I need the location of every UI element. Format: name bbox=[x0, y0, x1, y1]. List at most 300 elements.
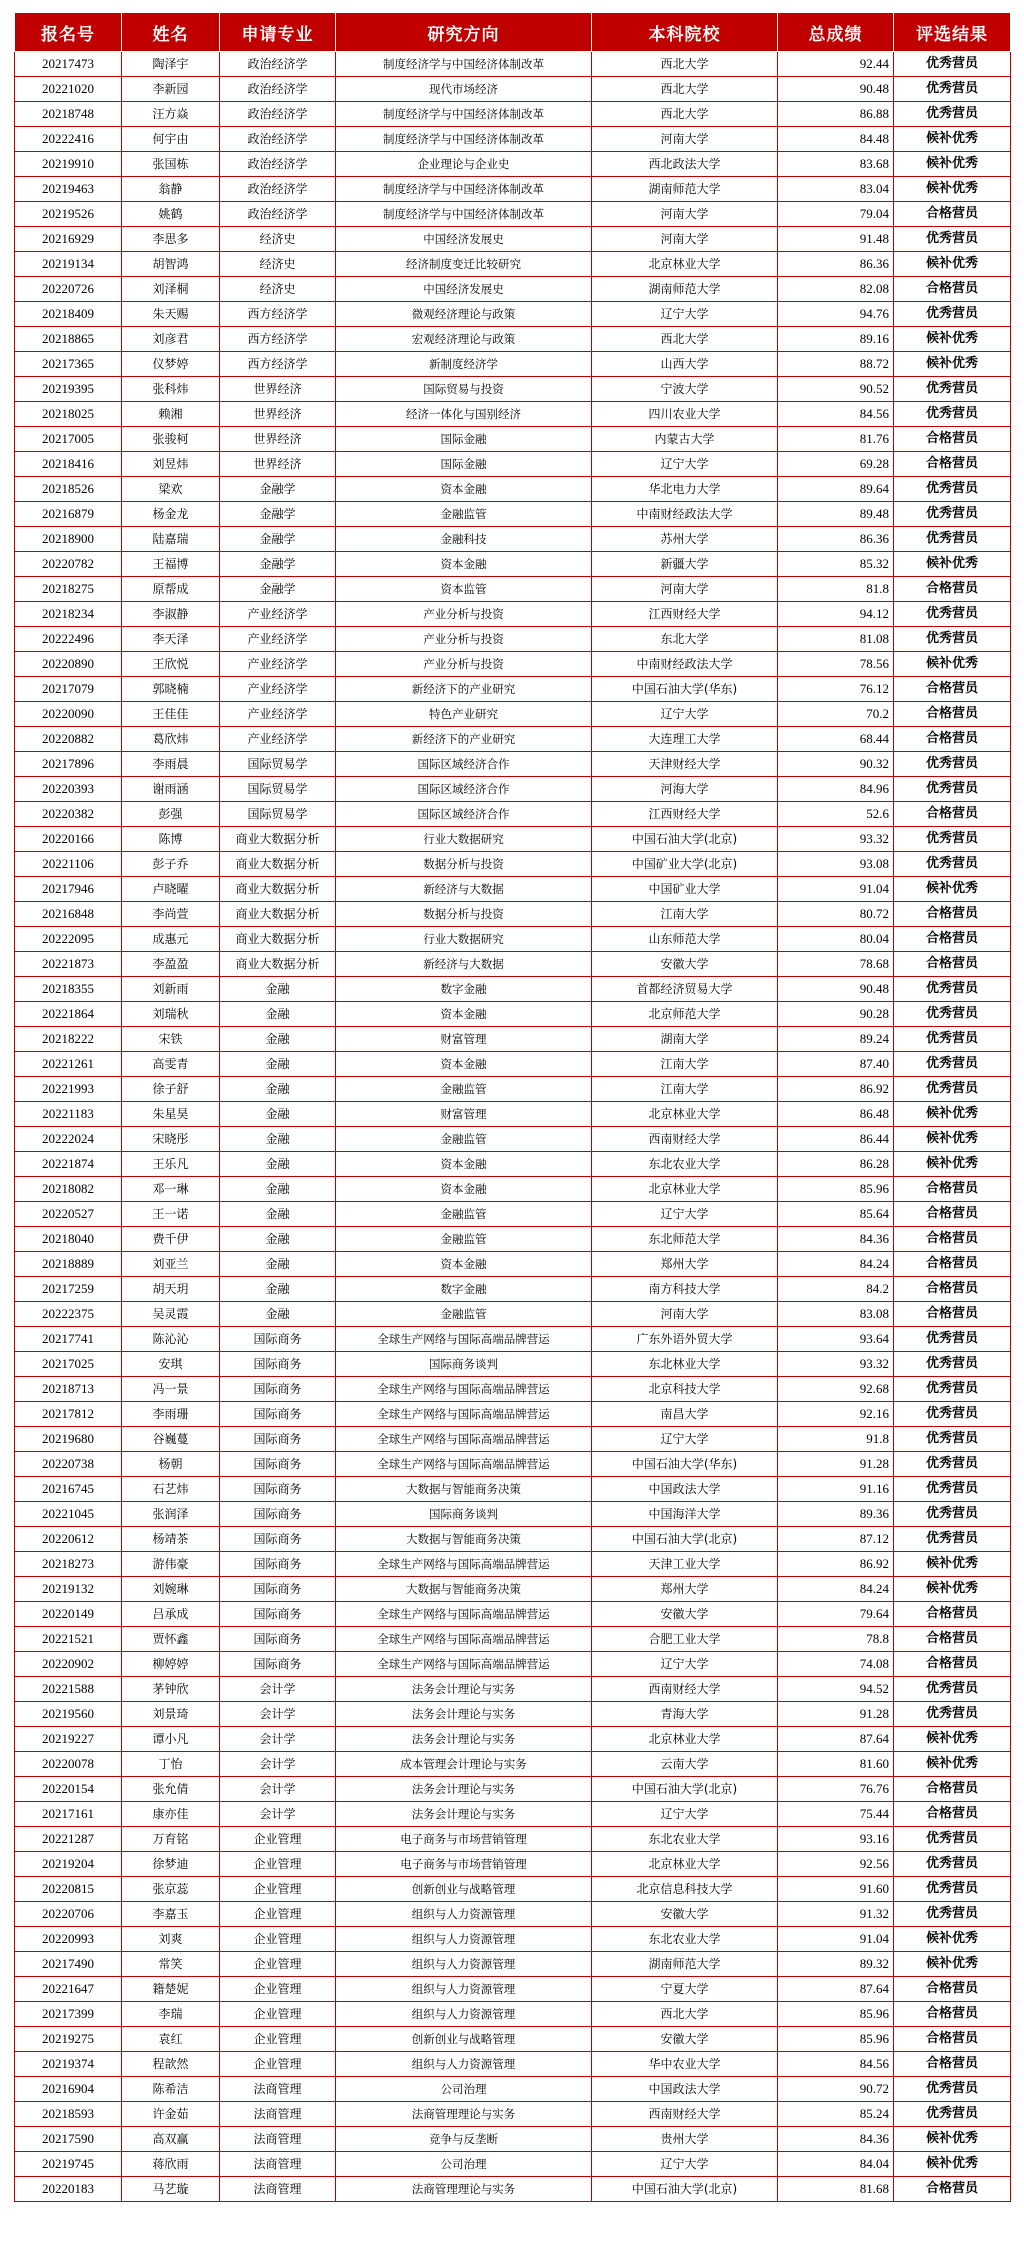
registration-no-cell: 20219463 bbox=[15, 177, 122, 202]
score-cell: 78.56 bbox=[778, 652, 894, 677]
major-cell: 企业管理 bbox=[220, 2052, 336, 2077]
table-row bbox=[15, 302, 1011, 327]
research-direction-cell: 国际区域经济合作 bbox=[336, 752, 592, 777]
research-direction-cell: 资本金融 bbox=[336, 1052, 592, 1077]
school-cell: 合肥工业大学 bbox=[592, 1627, 778, 1652]
research-direction-cell: 资本金融 bbox=[336, 1152, 592, 1177]
table-row bbox=[15, 1277, 1011, 1302]
score-cell: 87.40 bbox=[778, 1052, 894, 1077]
registration-no-cell: 20219526 bbox=[15, 202, 122, 227]
school-cell: 中国石油大学(北京) bbox=[592, 2177, 778, 2202]
major-cell: 金融学 bbox=[220, 477, 336, 502]
registration-no-cell: 20218889 bbox=[15, 1252, 122, 1277]
registration-no-cell: 20218416 bbox=[15, 452, 122, 477]
score-cell: 68.44 bbox=[778, 727, 894, 752]
research-direction-cell: 制度经济学与中国经济体制改革 bbox=[336, 177, 592, 202]
registration-no-cell: 20218234 bbox=[15, 602, 122, 627]
major-cell: 金融 bbox=[220, 1027, 336, 1052]
registration-no-cell: 20216904 bbox=[15, 2077, 122, 2102]
name-cell: 吕承成 bbox=[122, 1602, 220, 1627]
result-cell: 优秀营员 bbox=[894, 777, 1011, 802]
name-cell: 康亦佳 bbox=[122, 1802, 220, 1827]
table-row bbox=[15, 1802, 1011, 1827]
major-cell: 商业大数据分析 bbox=[220, 927, 336, 952]
result-cell: 候补优秀 bbox=[894, 652, 1011, 677]
table-row bbox=[15, 1702, 1011, 1727]
research-direction-cell: 全球生产网络与国际高端品牌营运 bbox=[336, 1602, 592, 1627]
name-cell: 刘爽 bbox=[122, 1927, 220, 1952]
research-direction-cell: 金融监管 bbox=[336, 1127, 592, 1152]
score-cell: 90.72 bbox=[778, 2077, 894, 2102]
name-cell: 高双赢 bbox=[122, 2127, 220, 2152]
result-cell: 合格营员 bbox=[894, 1602, 1011, 1627]
research-direction-cell: 资本金融 bbox=[336, 1177, 592, 1202]
result-cell: 候补优秀 bbox=[894, 2127, 1011, 2152]
result-cell: 优秀营员 bbox=[894, 1327, 1011, 1352]
school-cell: 北京师范大学 bbox=[592, 1002, 778, 1027]
score-cell: 89.64 bbox=[778, 477, 894, 502]
result-cell: 候补优秀 bbox=[894, 152, 1011, 177]
score-cell: 78.68 bbox=[778, 952, 894, 977]
score-cell: 84.36 bbox=[778, 2127, 894, 2152]
research-direction-cell: 组织与人力资源管理 bbox=[336, 2052, 592, 2077]
registration-no-cell: 20220612 bbox=[15, 1527, 122, 1552]
result-cell: 合格营员 bbox=[894, 1652, 1011, 1677]
score-cell: 91.48 bbox=[778, 227, 894, 252]
table-row bbox=[15, 452, 1011, 477]
table-row bbox=[15, 777, 1011, 802]
registration-no-cell: 20222375 bbox=[15, 1302, 122, 1327]
name-cell: 刘昱炜 bbox=[122, 452, 220, 477]
registration-no-cell: 20218593 bbox=[15, 2102, 122, 2127]
school-cell: 东北师范大学 bbox=[592, 1227, 778, 1252]
name-cell: 王一诺 bbox=[122, 1202, 220, 1227]
research-direction-cell: 制度经济学与中国经济体制改革 bbox=[336, 202, 592, 227]
school-cell: 中国石油大学(华东) bbox=[592, 1452, 778, 1477]
major-cell: 法商管理 bbox=[220, 2177, 336, 2202]
registration-no-cell: 20219395 bbox=[15, 377, 122, 402]
result-cell: 合格营员 bbox=[894, 927, 1011, 952]
school-cell: 西南财经大学 bbox=[592, 1127, 778, 1152]
name-cell: 陆嘉瑞 bbox=[122, 527, 220, 552]
major-cell: 金融 bbox=[220, 1002, 336, 1027]
school-cell: 苏州大学 bbox=[592, 527, 778, 552]
table-row bbox=[15, 527, 1011, 552]
result-cell: 候补优秀 bbox=[894, 877, 1011, 902]
name-cell: 李天泽 bbox=[122, 627, 220, 652]
name-cell: 陶泽宇 bbox=[122, 52, 220, 77]
research-direction-cell: 数字金融 bbox=[336, 1277, 592, 1302]
table-row bbox=[15, 202, 1011, 227]
result-cell: 合格营员 bbox=[894, 1227, 1011, 1252]
result-cell: 候补优秀 bbox=[894, 1127, 1011, 1152]
school-cell: 中国石油大学(北京) bbox=[592, 827, 778, 852]
result-cell: 优秀营员 bbox=[894, 1477, 1011, 1502]
table-row bbox=[15, 1027, 1011, 1052]
research-direction-cell: 创新创业与战略管理 bbox=[336, 2027, 592, 2052]
name-cell: 梁欢 bbox=[122, 477, 220, 502]
research-direction-cell: 新经济下的产业研究 bbox=[336, 727, 592, 752]
name-cell: 刘瑞秋 bbox=[122, 1002, 220, 1027]
research-direction-cell: 金融监管 bbox=[336, 502, 592, 527]
name-cell: 谭小凡 bbox=[122, 1727, 220, 1752]
table-row bbox=[15, 502, 1011, 527]
table-row bbox=[15, 2127, 1011, 2152]
result-cell: 合格营员 bbox=[894, 1302, 1011, 1327]
major-cell: 经济史 bbox=[220, 227, 336, 252]
score-cell: 85.64 bbox=[778, 1202, 894, 1227]
score-cell: 89.16 bbox=[778, 327, 894, 352]
table-row bbox=[15, 877, 1011, 902]
name-cell: 王福博 bbox=[122, 552, 220, 577]
result-cell: 候补优秀 bbox=[894, 127, 1011, 152]
research-direction-cell: 制度经济学与中国经济体制改革 bbox=[336, 102, 592, 127]
score-cell: 85.24 bbox=[778, 2102, 894, 2127]
major-cell: 产业经济学 bbox=[220, 602, 336, 627]
major-cell: 政治经济学 bbox=[220, 202, 336, 227]
header-total-score: 总成绩 bbox=[778, 13, 894, 52]
score-cell: 94.12 bbox=[778, 602, 894, 627]
name-cell: 宋铁 bbox=[122, 1027, 220, 1052]
major-cell: 政治经济学 bbox=[220, 102, 336, 127]
score-cell: 92.56 bbox=[778, 1852, 894, 1877]
score-cell: 90.32 bbox=[778, 752, 894, 777]
research-direction-cell: 法务会计理论与实务 bbox=[336, 1802, 592, 1827]
registration-no-cell: 20218275 bbox=[15, 577, 122, 602]
registration-no-cell: 20216745 bbox=[15, 1477, 122, 1502]
major-cell: 法商管理 bbox=[220, 2152, 336, 2177]
research-direction-cell: 大数据与智能商务决策 bbox=[336, 1477, 592, 1502]
major-cell: 金融 bbox=[220, 1102, 336, 1127]
table-row bbox=[15, 1477, 1011, 1502]
school-cell: 安徽大学 bbox=[592, 1602, 778, 1627]
result-cell: 合格营员 bbox=[894, 277, 1011, 302]
registration-no-cell: 20217161 bbox=[15, 1802, 122, 1827]
score-cell: 84.36 bbox=[778, 1227, 894, 1252]
school-cell: 北京林业大学 bbox=[592, 252, 778, 277]
research-direction-cell: 新制度经济学 bbox=[336, 352, 592, 377]
score-cell: 90.28 bbox=[778, 1002, 894, 1027]
table-row bbox=[15, 802, 1011, 827]
school-cell: 首都经济贸易大学 bbox=[592, 977, 778, 1002]
research-direction-cell: 数据分析与投资 bbox=[336, 852, 592, 877]
table-row bbox=[15, 1352, 1011, 1377]
major-cell: 企业管理 bbox=[220, 1877, 336, 1902]
research-direction-cell: 产业分析与投资 bbox=[336, 652, 592, 677]
score-cell: 91.8 bbox=[778, 1427, 894, 1452]
registration-no-cell: 20221183 bbox=[15, 1102, 122, 1127]
table-row bbox=[15, 2077, 1011, 2102]
school-cell: 郑州大学 bbox=[592, 1252, 778, 1277]
result-cell: 优秀营员 bbox=[894, 827, 1011, 852]
research-direction-cell: 电子商务与市场营销管理 bbox=[336, 1852, 592, 1877]
result-cell: 合格营员 bbox=[894, 427, 1011, 452]
school-cell: 四川农业大学 bbox=[592, 402, 778, 427]
school-cell: 中南财经政法大学 bbox=[592, 502, 778, 527]
research-direction-cell: 制度经济学与中国经济体制改革 bbox=[336, 52, 592, 77]
registration-no-cell: 20220890 bbox=[15, 652, 122, 677]
school-cell: 北京林业大学 bbox=[592, 1177, 778, 1202]
result-cell: 候补优秀 bbox=[894, 1552, 1011, 1577]
major-cell: 政治经济学 bbox=[220, 152, 336, 177]
major-cell: 法商管理 bbox=[220, 2127, 336, 2152]
registration-no-cell: 20222024 bbox=[15, 1127, 122, 1152]
result-cell: 优秀营员 bbox=[894, 527, 1011, 552]
table-row bbox=[15, 1577, 1011, 1602]
name-cell: 卢晓曜 bbox=[122, 877, 220, 902]
result-cell: 候补优秀 bbox=[894, 252, 1011, 277]
score-cell: 84.56 bbox=[778, 402, 894, 427]
table-row bbox=[15, 1527, 1011, 1552]
registration-no-cell: 20219132 bbox=[15, 1577, 122, 1602]
major-cell: 国际商务 bbox=[220, 1427, 336, 1452]
registration-no-cell: 20216929 bbox=[15, 227, 122, 252]
research-direction-cell: 组织与人力资源管理 bbox=[336, 1977, 592, 2002]
registration-no-cell: 20218222 bbox=[15, 1027, 122, 1052]
score-cell: 92.16 bbox=[778, 1402, 894, 1427]
table-row bbox=[15, 1877, 1011, 1902]
name-cell: 邓一琳 bbox=[122, 1177, 220, 1202]
major-cell: 产业经济学 bbox=[220, 702, 336, 727]
school-cell: 辽宁大学 bbox=[592, 2152, 778, 2177]
result-cell: 优秀营员 bbox=[894, 852, 1011, 877]
score-cell: 87.64 bbox=[778, 1727, 894, 1752]
research-direction-cell: 大数据与智能商务决策 bbox=[336, 1527, 592, 1552]
table-row bbox=[15, 1202, 1011, 1227]
school-cell: 河海大学 bbox=[592, 777, 778, 802]
table-row bbox=[15, 1077, 1011, 1102]
name-cell: 葛欣炜 bbox=[122, 727, 220, 752]
major-cell: 金融 bbox=[220, 1052, 336, 1077]
research-direction-cell: 微观经济理论与政策 bbox=[336, 302, 592, 327]
score-cell: 92.68 bbox=[778, 1377, 894, 1402]
score-cell: 81.60 bbox=[778, 1752, 894, 1777]
research-direction-cell: 组织与人力资源管理 bbox=[336, 1927, 592, 1952]
header-name: 姓名 bbox=[122, 13, 220, 52]
school-cell: 天津工业大学 bbox=[592, 1552, 778, 1577]
research-direction-cell: 新经济下的产业研究 bbox=[336, 677, 592, 702]
name-cell: 陈博 bbox=[122, 827, 220, 852]
research-direction-cell: 全球生产网络与国际高端品牌营运 bbox=[336, 1402, 592, 1427]
school-cell: 中国石油大学(北京) bbox=[592, 1527, 778, 1552]
score-cell: 86.28 bbox=[778, 1152, 894, 1177]
school-cell: 西北大学 bbox=[592, 327, 778, 352]
school-cell: 广东外语外贸大学 bbox=[592, 1327, 778, 1352]
research-direction-cell: 经济一体化与国别经济 bbox=[336, 402, 592, 427]
research-direction-cell: 公司治理 bbox=[336, 2077, 592, 2102]
registration-no-cell: 20217005 bbox=[15, 427, 122, 452]
registration-no-cell: 20222095 bbox=[15, 927, 122, 952]
score-cell: 69.28 bbox=[778, 452, 894, 477]
name-cell: 杨金龙 bbox=[122, 502, 220, 527]
research-direction-cell: 宏观经济理论与政策 bbox=[336, 327, 592, 352]
research-direction-cell: 法商管理理论与实务 bbox=[336, 2177, 592, 2202]
registration-no-cell: 20217365 bbox=[15, 352, 122, 377]
registration-no-cell: 20218273 bbox=[15, 1552, 122, 1577]
school-cell: 河南大学 bbox=[592, 577, 778, 602]
result-cell: 候补优秀 bbox=[894, 352, 1011, 377]
major-cell: 金融 bbox=[220, 1202, 336, 1227]
school-cell: 西北大学 bbox=[592, 2002, 778, 2027]
research-direction-cell: 组织与人力资源管理 bbox=[336, 2002, 592, 2027]
research-direction-cell: 财富管理 bbox=[336, 1102, 592, 1127]
result-cell: 优秀营员 bbox=[894, 477, 1011, 502]
name-cell: 茅钟欣 bbox=[122, 1677, 220, 1702]
major-cell: 会计学 bbox=[220, 1802, 336, 1827]
major-cell: 金融 bbox=[220, 1277, 336, 1302]
result-cell: 合格营员 bbox=[894, 202, 1011, 227]
score-cell: 93.64 bbox=[778, 1327, 894, 1352]
registration-no-cell: 20216848 bbox=[15, 902, 122, 927]
result-cell: 优秀营员 bbox=[894, 977, 1011, 1002]
table-row bbox=[15, 1427, 1011, 1452]
table-body bbox=[15, 52, 1011, 2202]
table-row bbox=[15, 2102, 1011, 2127]
name-cell: 仪梦婷 bbox=[122, 352, 220, 377]
table-row bbox=[15, 1127, 1011, 1152]
result-cell: 候补优秀 bbox=[894, 1152, 1011, 1177]
major-cell: 企业管理 bbox=[220, 1827, 336, 1852]
research-direction-cell: 金融监管 bbox=[336, 1202, 592, 1227]
registration-no-cell: 20221647 bbox=[15, 1977, 122, 2002]
score-cell: 86.44 bbox=[778, 1127, 894, 1152]
table-row bbox=[15, 227, 1011, 252]
major-cell: 法商管理 bbox=[220, 2077, 336, 2102]
registration-no-cell: 20217079 bbox=[15, 677, 122, 702]
major-cell: 国际商务 bbox=[220, 1627, 336, 1652]
registration-no-cell: 20221874 bbox=[15, 1152, 122, 1177]
table-row bbox=[15, 1252, 1011, 1277]
registration-no-cell: 20218900 bbox=[15, 527, 122, 552]
table-row bbox=[15, 602, 1011, 627]
research-direction-cell: 法务会计理论与实务 bbox=[336, 1727, 592, 1752]
result-cell: 合格营员 bbox=[894, 952, 1011, 977]
name-cell: 刘亚兰 bbox=[122, 1252, 220, 1277]
research-direction-cell: 全球生产网络与国际高端品牌营运 bbox=[336, 1652, 592, 1677]
score-cell: 86.48 bbox=[778, 1102, 894, 1127]
major-cell: 金融 bbox=[220, 1227, 336, 1252]
major-cell: 政治经济学 bbox=[220, 52, 336, 77]
major-cell: 西方经济学 bbox=[220, 352, 336, 377]
research-direction-cell: 法务会计理论与实务 bbox=[336, 1777, 592, 1802]
result-cell: 优秀营员 bbox=[894, 1452, 1011, 1477]
result-cell: 优秀营员 bbox=[894, 1077, 1011, 1102]
registration-no-cell: 20218025 bbox=[15, 402, 122, 427]
table-row bbox=[15, 2177, 1011, 2202]
result-cell: 优秀营员 bbox=[894, 602, 1011, 627]
major-cell: 金融 bbox=[220, 977, 336, 1002]
registration-no-cell: 20222496 bbox=[15, 627, 122, 652]
result-cell: 合格营员 bbox=[894, 452, 1011, 477]
major-cell: 国际商务 bbox=[220, 1577, 336, 1602]
research-direction-cell: 金融监管 bbox=[336, 1302, 592, 1327]
result-cell: 优秀营员 bbox=[894, 1052, 1011, 1077]
result-cell: 合格营员 bbox=[894, 1277, 1011, 1302]
result-cell: 候补优秀 bbox=[894, 1752, 1011, 1777]
major-cell: 会计学 bbox=[220, 1752, 336, 1777]
school-cell: 云南大学 bbox=[592, 1752, 778, 1777]
table-row bbox=[15, 1652, 1011, 1677]
major-cell: 产业经济学 bbox=[220, 652, 336, 677]
registration-no-cell: 20220993 bbox=[15, 1927, 122, 1952]
school-cell: 山西大学 bbox=[592, 352, 778, 377]
name-cell: 冯一景 bbox=[122, 1377, 220, 1402]
result-cell: 候补优秀 bbox=[894, 552, 1011, 577]
research-direction-cell: 资本金融 bbox=[336, 1252, 592, 1277]
school-cell: 河南大学 bbox=[592, 1302, 778, 1327]
major-cell: 国际商务 bbox=[220, 1327, 336, 1352]
name-cell: 万育铭 bbox=[122, 1827, 220, 1852]
school-cell: 北京林业大学 bbox=[592, 1852, 778, 1877]
name-cell: 常笑 bbox=[122, 1952, 220, 1977]
major-cell: 国际商务 bbox=[220, 1402, 336, 1427]
name-cell: 张润泽 bbox=[122, 1502, 220, 1527]
name-cell: 柳婷婷 bbox=[122, 1652, 220, 1677]
result-cell: 候补优秀 bbox=[894, 327, 1011, 352]
table-row bbox=[15, 1177, 1011, 1202]
name-cell: 马艺璇 bbox=[122, 2177, 220, 2202]
school-cell: 新疆大学 bbox=[592, 552, 778, 577]
result-cell: 优秀营员 bbox=[894, 752, 1011, 777]
school-cell: 安徽大学 bbox=[592, 1902, 778, 1927]
name-cell: 原帮成 bbox=[122, 577, 220, 602]
name-cell: 陈希洁 bbox=[122, 2077, 220, 2102]
table-row bbox=[15, 477, 1011, 502]
major-cell: 商业大数据分析 bbox=[220, 852, 336, 877]
result-cell: 优秀营员 bbox=[894, 502, 1011, 527]
research-direction-cell: 成本管理会计理论与实务 bbox=[336, 1752, 592, 1777]
result-cell: 优秀营员 bbox=[894, 377, 1011, 402]
table-row bbox=[15, 1452, 1011, 1477]
school-cell: 贵州大学 bbox=[592, 2127, 778, 2152]
table-row bbox=[15, 1502, 1011, 1527]
school-cell: 江西财经大学 bbox=[592, 802, 778, 827]
table-row bbox=[15, 902, 1011, 927]
school-cell: 中国政法大学 bbox=[592, 1477, 778, 1502]
major-cell: 法商管理 bbox=[220, 2102, 336, 2127]
result-cell: 优秀营员 bbox=[894, 1527, 1011, 1552]
score-cell: 91.28 bbox=[778, 1702, 894, 1727]
registration-no-cell: 20218748 bbox=[15, 102, 122, 127]
name-cell: 李淑静 bbox=[122, 602, 220, 627]
major-cell: 商业大数据分析 bbox=[220, 952, 336, 977]
school-cell: 辽宁大学 bbox=[592, 452, 778, 477]
research-direction-cell: 法务会计理论与实务 bbox=[336, 1702, 592, 1727]
score-cell: 89.36 bbox=[778, 1502, 894, 1527]
table-row bbox=[15, 827, 1011, 852]
table-row bbox=[15, 1002, 1011, 1027]
name-cell: 宋晓彤 bbox=[122, 1127, 220, 1152]
research-direction-cell: 产业分析与投资 bbox=[336, 627, 592, 652]
registration-no-cell: 20220882 bbox=[15, 727, 122, 752]
result-cell: 合格营员 bbox=[894, 1177, 1011, 1202]
results-table-container bbox=[14, 12, 1010, 2202]
registration-no-cell: 20218526 bbox=[15, 477, 122, 502]
result-cell: 合格营员 bbox=[894, 1202, 1011, 1227]
major-cell: 金融 bbox=[220, 1177, 336, 1202]
registration-no-cell: 20221287 bbox=[15, 1827, 122, 1852]
school-cell: 江南大学 bbox=[592, 1052, 778, 1077]
score-cell: 52.6 bbox=[778, 802, 894, 827]
score-cell: 81.76 bbox=[778, 427, 894, 452]
score-cell: 87.64 bbox=[778, 1977, 894, 2002]
school-cell: 西北大学 bbox=[592, 102, 778, 127]
result-cell: 候补优秀 bbox=[894, 1952, 1011, 1977]
major-cell: 产业经济学 bbox=[220, 727, 336, 752]
result-cell: 合格营员 bbox=[894, 2177, 1011, 2202]
table-row bbox=[15, 1227, 1011, 1252]
name-cell: 胡智鸿 bbox=[122, 252, 220, 277]
